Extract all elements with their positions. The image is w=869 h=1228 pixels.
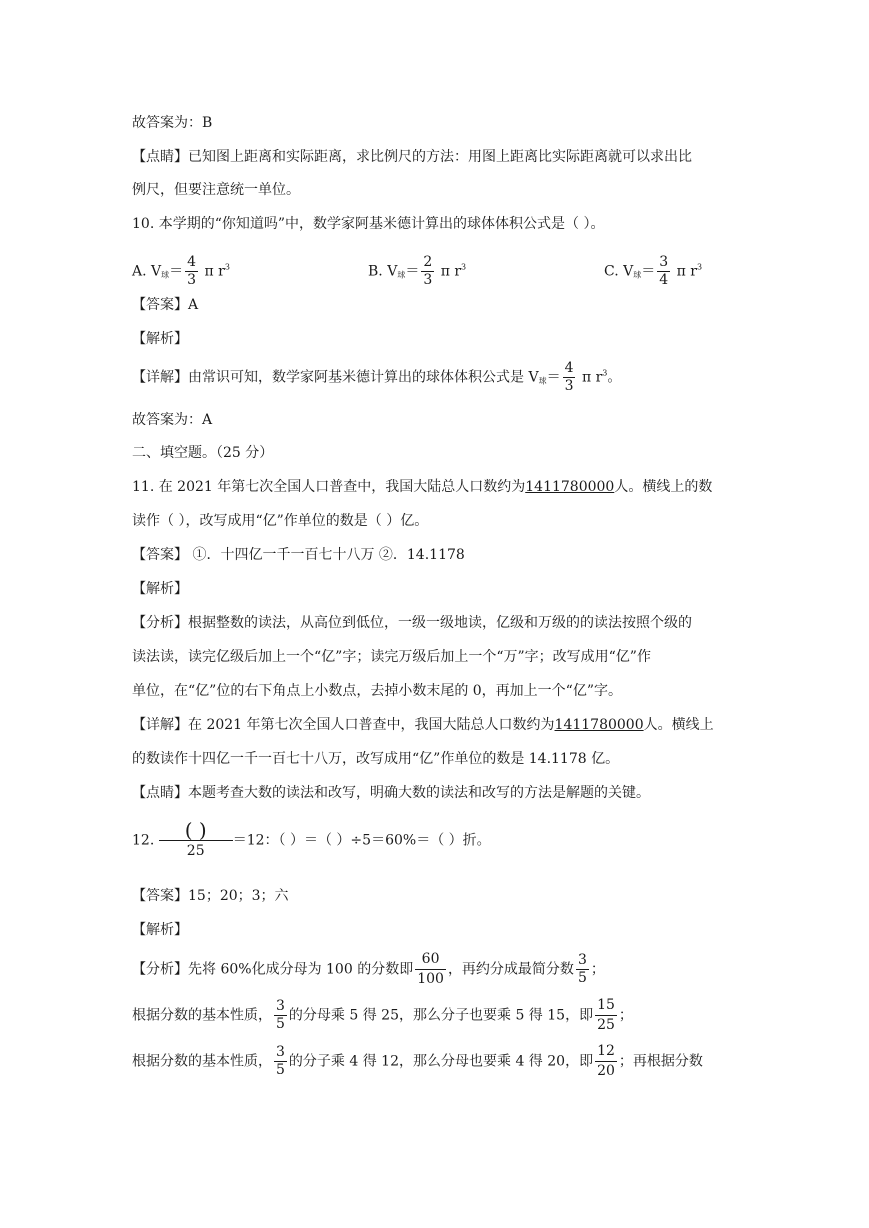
q12-analysis-line3: 根据分数的基本性质， $\frac{3}{5}$ 的分子乘 4 得 12，那么分母也要乘 4 得 20，即 $\frac{12}{20}$ ；再根据分数 [132,1043,703,1079]
q11-stem-line2: 读作（ ），改写成用“亿”作单位的数是（ ）亿。 [132,513,429,529]
q10-conclusion: 故答案为：A [132,412,213,428]
underlined-number: 1411780000 [554,717,644,733]
q12-stem: 12. $\frac{( )}{25}$ ＝12：（ ）＝（ ）÷5＝60%＝（ ）折。 [132,818,491,859]
q12-answer: 【答案】15；20；3；六 [132,888,289,904]
option-a: A. $V_球=$ $\frac{4}{3}$ π $r^3$ [132,254,230,288]
option-c: C. $V_球=$ $\frac{3}{4}$ π $r^3$ [604,254,703,288]
q10-analysis: 【解析】 [132,331,188,347]
q12-analysis: 【解析】 [132,922,188,938]
option-b: B. $V_球=$ $\frac{2}{3}$ π $r^3$ [368,254,467,288]
section-title: 二、填空题。（25 分） [132,445,274,461]
note-text: 已知图上距离和实际距离，求比例尺的方法：用图上距离比实际距离就可以求出比 [188,149,692,165]
q11-analysis: 【解析】 [132,581,188,597]
q11-analysis-line2: 读法读，读完亿级后加上一个“亿”字；读完万级后加上一个“万”字；改写成用“亿”作 [132,649,651,665]
q11-stem-line1: 11. 在 2021 年第七次全国人口普查中，我国大陆总人口数约为1411780000人。横线上的数 [132,479,713,495]
q10-answer: 【答案】A [132,297,199,313]
q11-analysis-line1: 【分析】根据整数的读法，从高位到低位，一级一级地读，亿级和万级的的读法按照个级的 [132,615,692,631]
q9-note-line1 [132,147,692,167]
q9-conclusion: 故答案为：B [132,115,213,131]
q10-options [132,254,752,288]
q11-answer: 【答案】 ①．十四亿一千一百七十八万 ②．14.1178 [132,547,465,563]
note-tag: 【点睛】 [132,149,188,165]
q11-detail-line1: 【详解】在 2021 年第七次全国人口普查中，我国大陆总人口数约为1411780000人。横线上 [132,717,714,733]
q9-note-line2: 例尺，但要注意统一单位。 [132,182,300,198]
blank-fraction: $\frac{( )}{25}$ [159,820,233,861]
q10-detail: 【详解】由常识可知，数学家阿基米德计算出的球体体积公式是 $V_球=$ $\frac{4}{3}$ π $r^3$。 [132,360,622,394]
q12-analysis-line1: 【分析】先将 60%化成分母为 100 的分数即 $\frac{60}{100}$ ，再约分成最简分数 $\frac{3}{5}$ ； [132,951,605,987]
q11-analysis-line3: 单位，在“亿”位的右下角点上小数点，去掉小数末尾的 0，再加上一个“亿”字。 [132,683,622,699]
q10-stem: 10. 本学期的“你知道吗”中，数学家阿基米德计算出的球体体积公式是（ ）。 [132,216,605,232]
q11-note: 【点睛】本题考查大数的读法和改写，明确大数的读法和改写的方法是解题的关键。 [132,785,650,801]
underlined-number: 1411780000 [525,479,615,495]
q11-detail-line2: 的数读作十四亿一千一百七十八万，改写成用“亿”作单位的数是 14.1178 亿。 [132,751,620,767]
q12-analysis-line2: 根据分数的基本性质， $\frac{3}{5}$ 的分母乘 5 得 25，那么分子也要乘 5 得 15，即 $\frac{15}{25}$ ； [132,997,633,1033]
